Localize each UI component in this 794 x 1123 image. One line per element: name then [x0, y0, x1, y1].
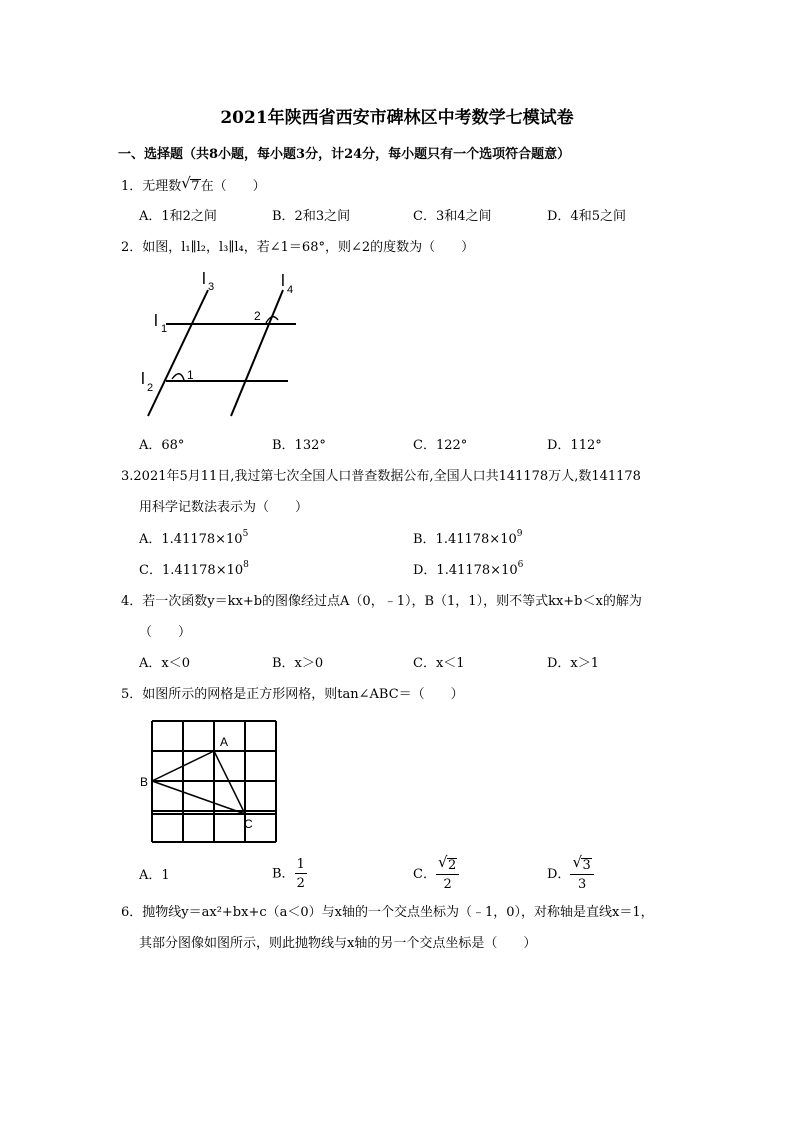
- q3-option-c[interactable]: C．$1.41178\times 10^8$: [139, 560, 249, 578]
- question-3-line1: 3.2021年5月11日,我过第七次全国人口普查数据公布,全国人口共141178万人,数141178: [121, 469, 641, 484]
- label-angle-2: 2: [254, 309, 261, 323]
- question-3-line2: 用科学记数法表示为（ ）: [139, 500, 309, 515]
- label-angle-1: 1: [187, 368, 194, 382]
- grid-lines: [152, 721, 276, 842]
- sqrt-expression: √ 7: [181, 174, 200, 194]
- fraction-sqrt2-over-2: √ 2 2: [436, 858, 459, 891]
- parallel-lines-figure: [136, 268, 306, 424]
- q1-option-d[interactable]: D．4和5之间: [547, 209, 626, 224]
- label-l2: l: [141, 369, 145, 388]
- q1-option-c[interactable]: C．3和4之间: [413, 209, 492, 224]
- question-6-line1: 6．抛物线y＝ax²+bx+c（a＜0）与x轴的一个交点坐标为（﹣1，0），对称轴是直线x＝1，: [121, 905, 654, 920]
- label-l4-sub: 4: [287, 284, 294, 296]
- q5-option-d[interactable]: D． √ 3 3: [547, 858, 594, 891]
- label-l4: l: [281, 271, 285, 290]
- line-l3: [148, 290, 208, 416]
- label-l3: l: [202, 269, 206, 288]
- q5-option-b[interactable]: B． $\frac{1}{2}$: [272, 857, 305, 891]
- question-4-line2: （ ）: [139, 625, 192, 640]
- q5-option-a[interactable]: A．1: [139, 868, 170, 883]
- q3-option-a[interactable]: A．$1.41178\times 10^5$: [139, 529, 249, 547]
- fraction-one-half: $\frac{1}{2}$: [296, 857, 305, 891]
- q2-option-c[interactable]: C．122°: [413, 438, 468, 453]
- question-5-stem: 5．如图所示的网格是正方形网格，则tan∠ABC＝（ ）: [121, 687, 464, 702]
- label-l1-sub: 1: [161, 323, 168, 335]
- fraction-sqrt3-over-3: √ 3 3: [570, 858, 593, 891]
- q4-option-b[interactable]: B．x＞0: [272, 656, 324, 671]
- label-point-a: A: [220, 735, 229, 749]
- section-heading: 一、选择题（共8小题，每小题3分，计24分，每小题只有一个选项符合题意）: [118, 147, 571, 162]
- q4-option-d[interactable]: D．x＞1: [547, 656, 600, 671]
- q2-option-b[interactable]: B．132°: [272, 438, 326, 453]
- label-point-c: C: [244, 817, 253, 831]
- square-grid-figure: [138, 718, 280, 846]
- q2-option-a[interactable]: A．68°: [139, 438, 185, 453]
- question-1-stem: [121, 174, 266, 194]
- q4-option-c[interactable]: C．x＜1: [413, 656, 465, 671]
- page-title: 2021年陕西省西安市碑林区中考数学七模试卷: [220, 108, 574, 128]
- q1-option-b[interactable]: B．2和3之间: [272, 209, 351, 224]
- triangle-abc: [152, 751, 245, 814]
- label-l2-sub: 2: [147, 382, 154, 394]
- q5-option-c[interactable]: C． √ 2 2: [413, 858, 459, 891]
- q1-prefix: 1．无理数: [121, 179, 182, 194]
- q3-option-b[interactable]: B．$1.41178\times 10^9$: [413, 529, 523, 547]
- label-point-b: B: [140, 775, 149, 789]
- q4-option-a[interactable]: A．x＜0: [139, 656, 190, 671]
- q3-option-d[interactable]: D．$1.41178\times 10^6$: [413, 560, 524, 578]
- question-4-line1: 4．若一次函数y＝kx+b的图像经过点A（0，﹣1），B（1，1），则不等式kx+b＜x的解为: [121, 594, 642, 609]
- question-6-line2: 其部分图像如图所示，则此抛物线与x轴的另一个交点坐标是（ ）: [139, 936, 537, 951]
- angle-1-arc: [172, 374, 184, 380]
- question-2-stem: 2．如图，l₁∥l₂，l₃∥l₄，若∠1＝68°，则∠2的度数为（ ）: [121, 240, 475, 255]
- label-l3-sub: 3: [208, 281, 215, 293]
- q1-radicand: 7: [191, 179, 200, 194]
- q2-option-d[interactable]: D．112°: [547, 438, 602, 453]
- q1-option-a[interactable]: A．1和2之间: [139, 209, 217, 224]
- label-l1: l: [154, 311, 158, 330]
- q1-suffix: 在（ ）: [200, 179, 266, 194]
